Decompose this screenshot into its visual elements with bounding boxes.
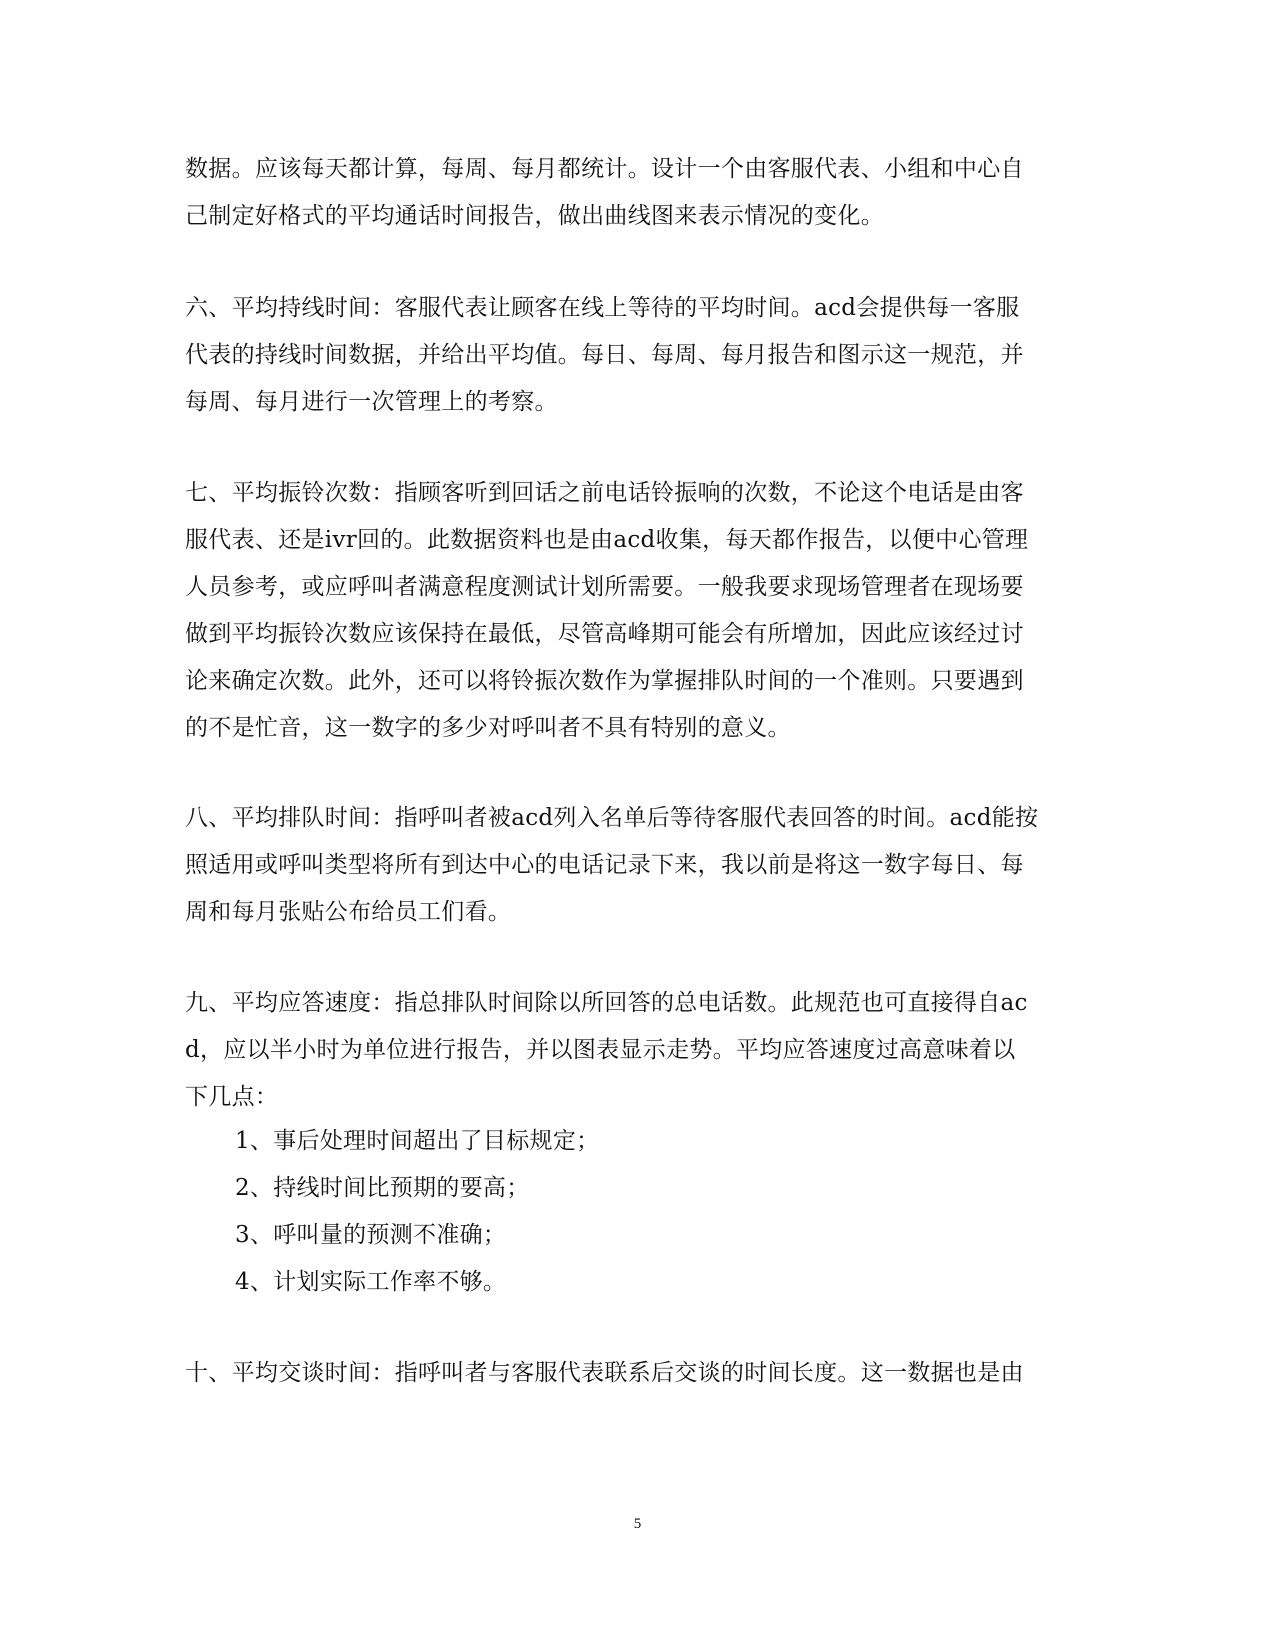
text-line: 做到平均振铃次数应该保持在最低，尽管高峰期可能会有所增加，因此应该经过讨 xyxy=(185,621,1024,647)
text-line: 六、平均持线时间：客服代表让顾客在线上等待的平均时间。acd会提供每一客服 xyxy=(185,295,1020,321)
text-line: 每周、每月进行一次管理上的考察。 xyxy=(185,389,558,415)
text-line: 的不是忙音，这一数字的多少对呼叫者不具有特别的意义。 xyxy=(185,715,791,741)
answer-speed-reasons-list xyxy=(185,1118,1085,1306)
text-line: 十、平均交谈时间：指呼叫者与客服代表联系后交谈的时间长度。这一数据也是由 xyxy=(185,1360,1024,1386)
text-line: 己制定好格式的平均通话时间报告，做出曲线图来表示情况的变化。 xyxy=(185,203,884,229)
list-item: 3、呼叫量的预测不准确； xyxy=(235,1222,507,1248)
paragraph-answer-speed xyxy=(185,980,1085,1121)
text-line: 人员参考，或应呼叫者满意程度测试计划所需要。一般我要求现场管理者在现场要 xyxy=(185,574,1024,600)
text-line: 八、平均排队时间：指呼叫者被acd列入名单后等待客服代表回答的时间。acd能按 xyxy=(185,805,1039,831)
list-item: 4、计划实际工作率不够。 xyxy=(235,1269,507,1295)
text-line: 数据。应该每天都计算，每周、每月都统计。设计一个由客服代表、小组和中心自 xyxy=(185,156,1024,182)
paragraph-talk-time xyxy=(185,1350,1085,1397)
text-line: 七、平均振铃次数：指顾客听到回话之前电话铃振响的次数，不论这个电话是由客 xyxy=(185,480,1024,506)
text-line: 照适用或呼叫类型将所有到达中心的电话记录下来，我以前是将这一数字每日、每 xyxy=(185,852,1024,878)
list-item: 2、持线时间比预期的要高； xyxy=(235,1175,530,1201)
text-line: 下几点： xyxy=(185,1084,279,1110)
paragraph-ring-count xyxy=(185,470,1085,752)
text-line: 九、平均应答速度：指总排队时间除以所回答的总电话数。此规范也可直接得自ac xyxy=(185,990,1028,1016)
paragraph-hold-time xyxy=(185,285,1085,426)
text-line: 周和每月张贴公布给员工们看。 xyxy=(185,899,512,925)
text-line: 论来确定次数。此外，还可以将铃振次数作为掌握排队时间的一个准则。只要遇到 xyxy=(185,668,1024,694)
page-number: 5 xyxy=(633,1516,642,1532)
text-line: 服代表、还是ivr回的。此数据资料也是由acd收集，每天都作报告，以便中心管理 xyxy=(185,527,1029,553)
text-line: d，应以半小时为单位进行报告，并以图表显示走势。平均应答速度过高意味着以 xyxy=(185,1037,1016,1063)
list-item: 1、事后处理时间超出了目标规定； xyxy=(235,1128,600,1154)
paragraph-call-time-tail xyxy=(185,146,1085,240)
paragraph-queue-time xyxy=(185,795,1085,936)
text-line: 代表的持线时间数据，并给出平均值。每日、每周、每月报告和图示这一规范，并 xyxy=(185,342,1024,368)
